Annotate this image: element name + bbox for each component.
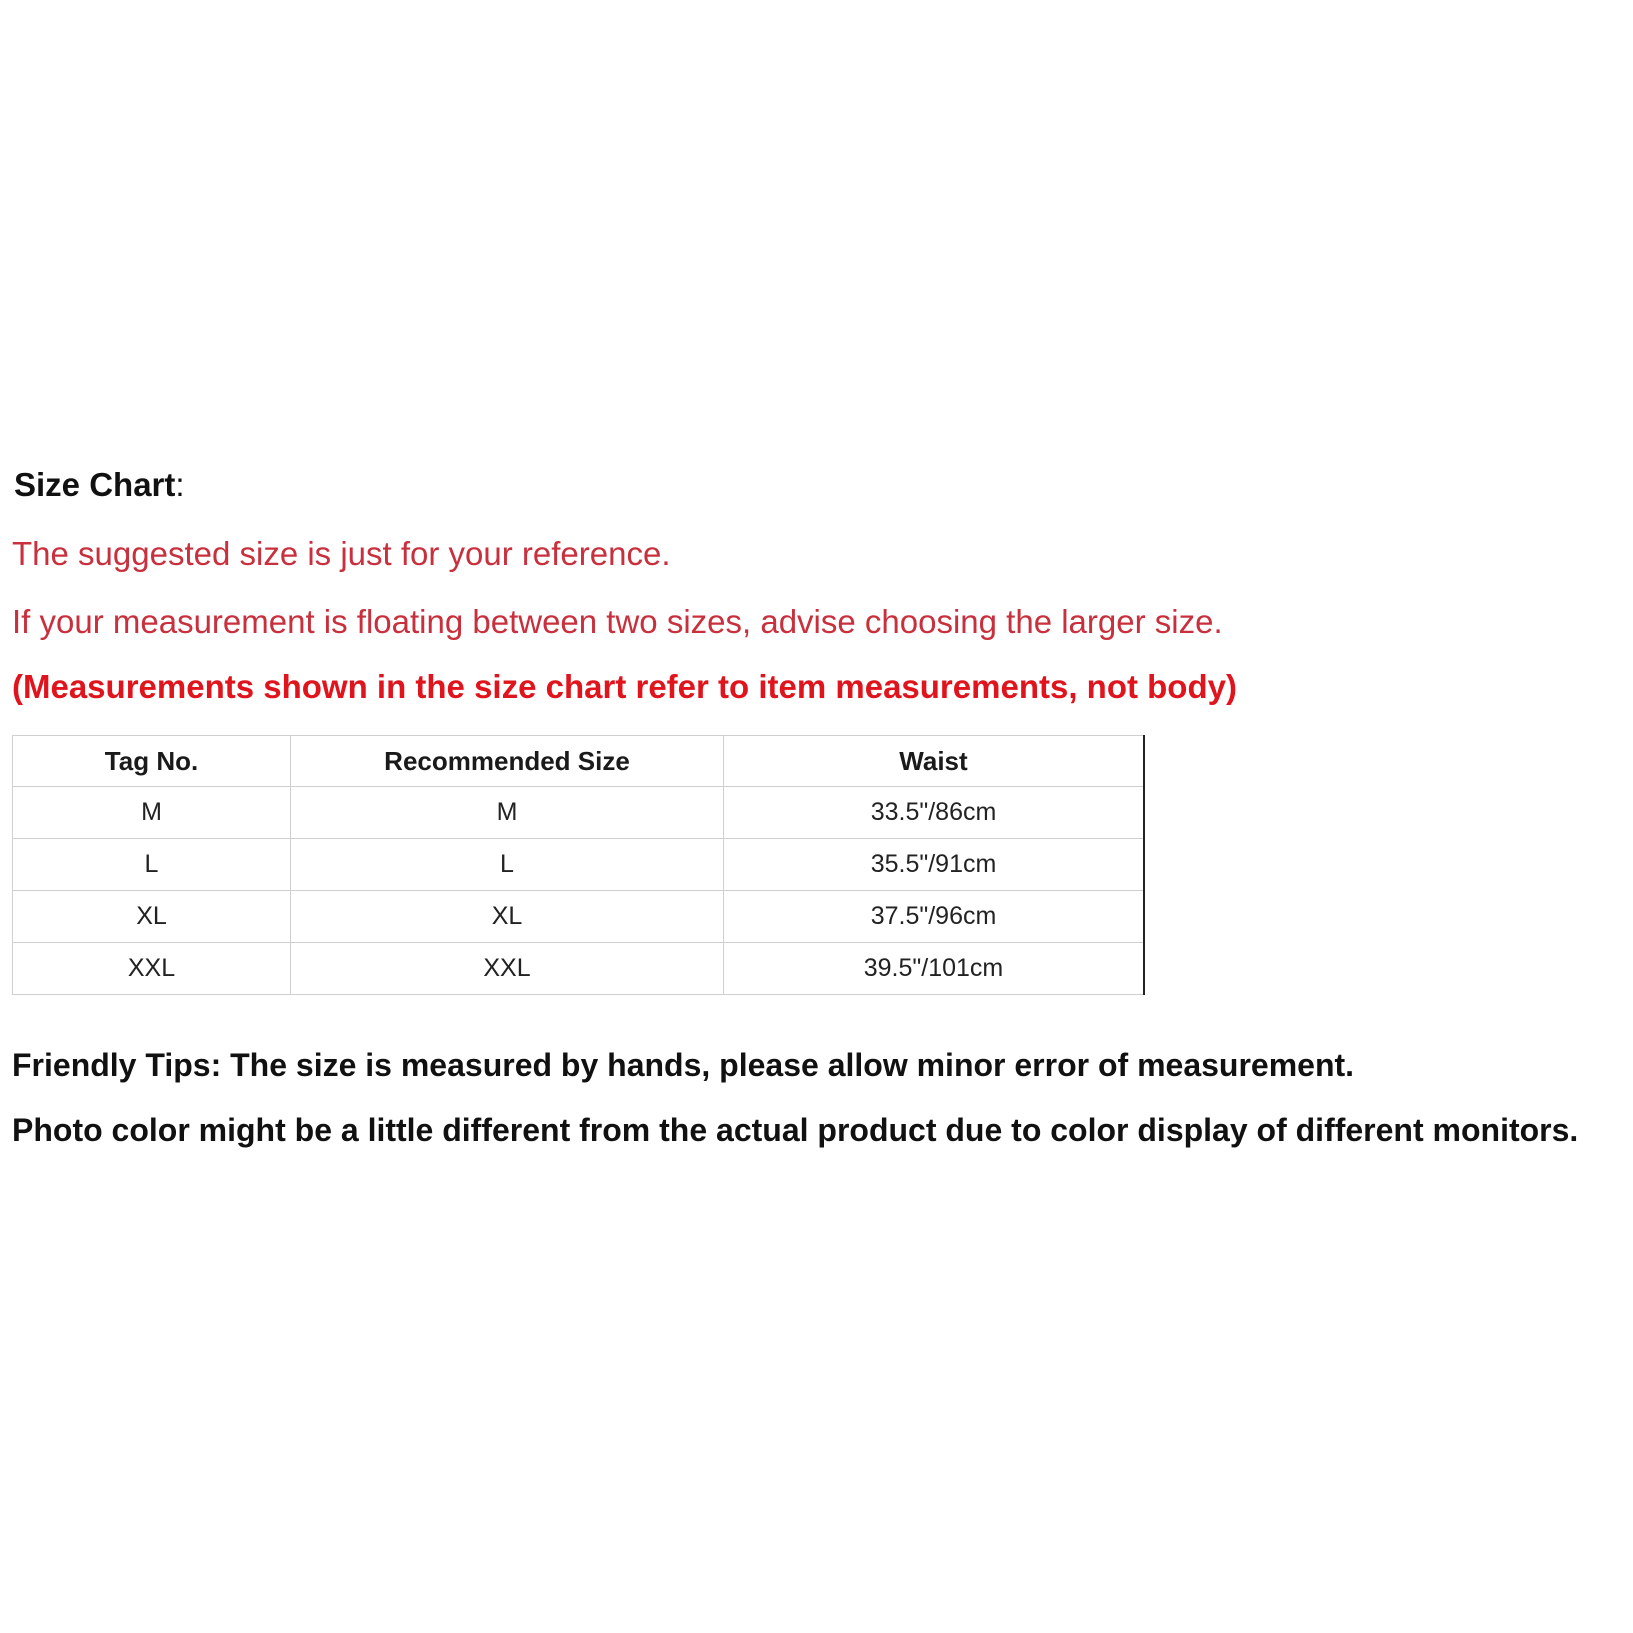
size-chart-title [14,466,185,504]
friendly-tips: Friendly Tips: The size is measured by hands, please allow minor error of measurement. [12,1047,1355,1083]
waist-cell: 33.5"/86cm [724,787,1145,839]
tag-no-cell: XL [13,891,291,943]
header-recommended-size: Recommended Size [291,736,724,787]
table-row [13,943,1145,995]
photo-color-tip: Photo color might be a little different from the actual product due to color display of different monitors. [12,1112,1579,1148]
tag-no-cell: XXL [13,943,291,995]
recommended-size-cell: XXL [291,943,724,995]
tag-no-cell: L [13,839,291,891]
table-row [13,839,1145,891]
size-chart-title-text: Size Chart [14,466,176,503]
waist-cell: 37.5"/96cm [724,891,1145,943]
recommended-size-cell: L [291,839,724,891]
table-row [13,891,1145,943]
header-tag-no: Tag No. [13,736,291,787]
table-header-row [13,736,1145,787]
waist-cell: 35.5"/91cm [724,839,1145,891]
size-table [12,735,1145,995]
tag-no-cell: M [13,787,291,839]
between-sizes-note: If your measurement is floating between two sizes, advise choosing the larger size. [12,603,1223,640]
size-chart-title-colon: : [175,466,185,503]
recommended-size-cell: M [291,787,724,839]
waist-cell: 39.5"/101cm [724,943,1145,995]
header-waist: Waist [724,736,1145,787]
table-row [13,787,1145,839]
recommended-size-cell: XL [291,891,724,943]
reference-note: The suggested size is just for your reference. [12,535,671,572]
item-measurement-note: (Measurements shown in the size chart refer to item measurements, not body) [12,668,1237,705]
